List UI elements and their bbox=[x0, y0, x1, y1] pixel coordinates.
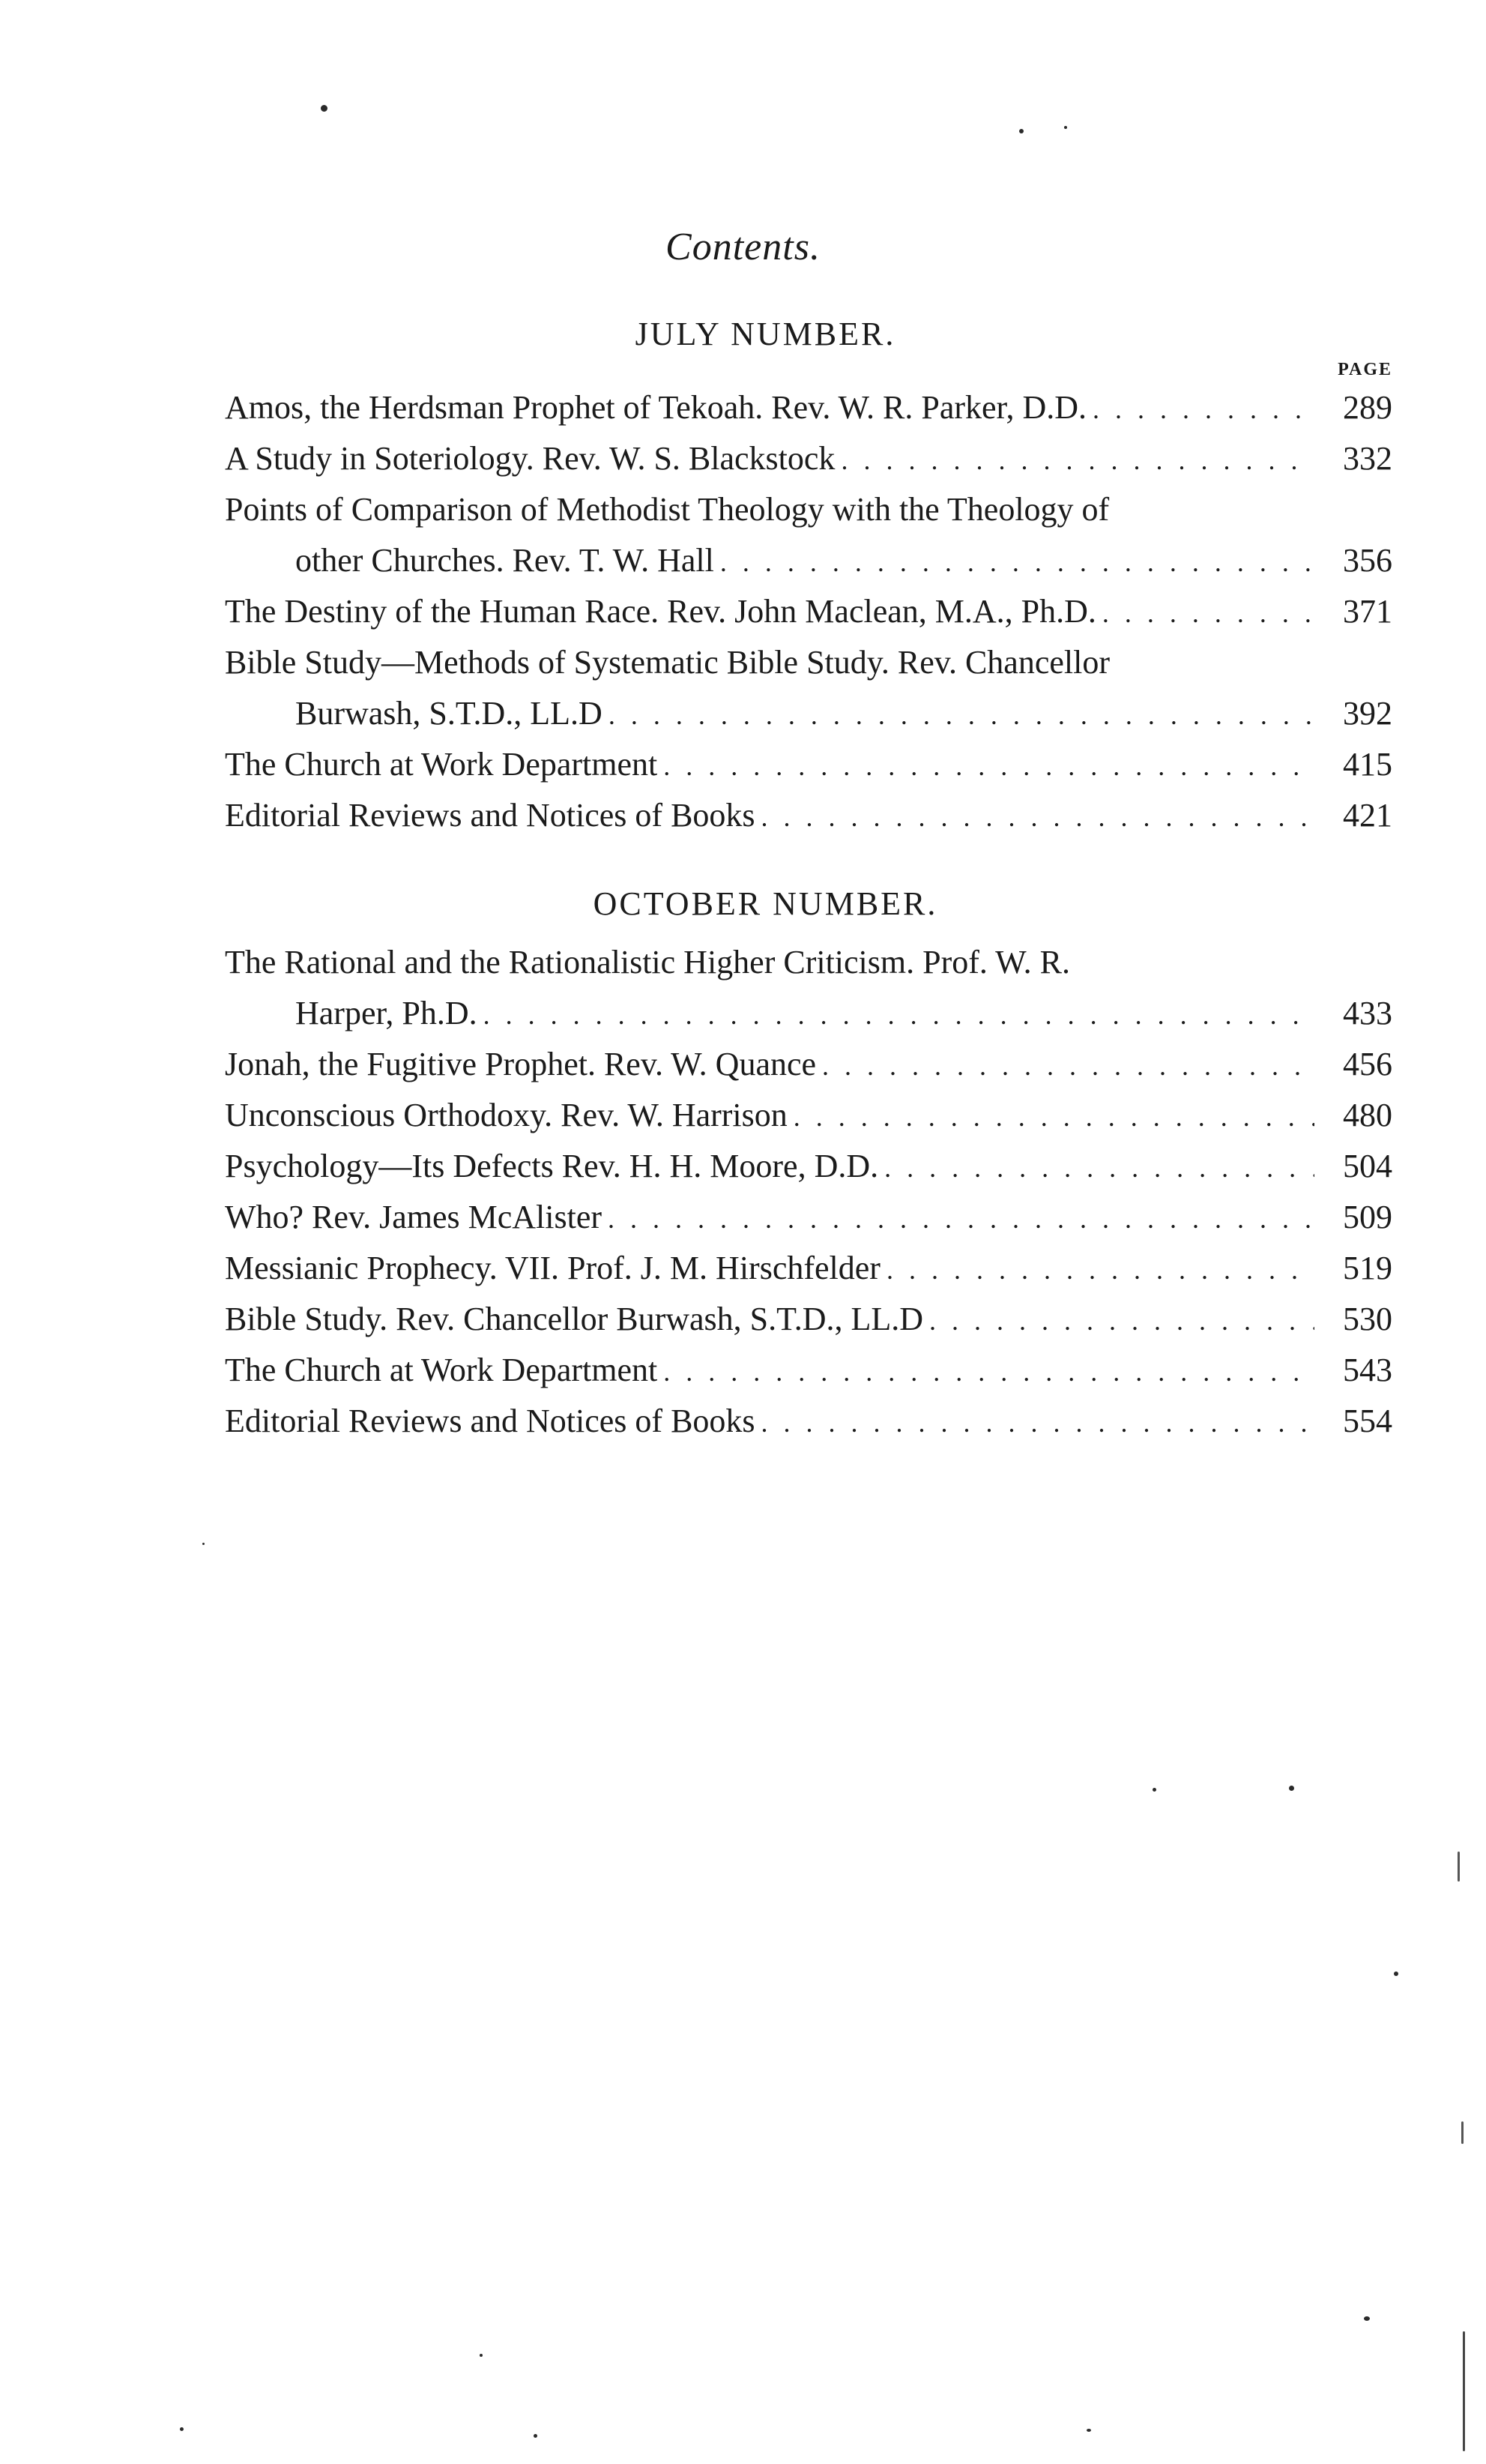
dot-leader bbox=[887, 1244, 1314, 1295]
toc-entry bbox=[225, 1345, 1392, 1396]
toc-entry bbox=[225, 637, 1392, 739]
toc-entry-title: Bible Study. Rev. Chancellor Burwash, S.T.D., LL.D bbox=[225, 1301, 924, 1337]
toc-entry-line bbox=[225, 1090, 1392, 1141]
toc-entry-title: Messianic Prophecy. VII. Prof. J. M. Hirschfelder bbox=[225, 1250, 881, 1286]
page-number: 371 bbox=[1343, 593, 1392, 630]
toc-entry-title: Amos, the Herdsman Prophet of Tekoah. Rev. W. R. Parker, D.D. bbox=[225, 389, 1087, 426]
scan-speck bbox=[1461, 2121, 1464, 2144]
dot-leader bbox=[929, 1295, 1314, 1346]
scan-speck bbox=[1019, 129, 1024, 133]
scan-speck bbox=[1463, 2331, 1465, 2451]
page-number: 530 bbox=[1343, 1301, 1392, 1337]
dot-leader bbox=[720, 537, 1314, 588]
toc-entry-line bbox=[225, 433, 1392, 484]
toc-entry-line bbox=[225, 739, 1392, 790]
toc-entry bbox=[225, 382, 1392, 433]
toc-entry-title: The Church at Work Department bbox=[225, 746, 658, 783]
page-title: Contents. bbox=[665, 226, 821, 268]
dot-leader bbox=[884, 1142, 1314, 1193]
toc-entry bbox=[225, 1294, 1392, 1345]
page-number: 456 bbox=[1343, 1046, 1392, 1082]
toc-entry bbox=[225, 1039, 1392, 1090]
page-number: 504 bbox=[1343, 1148, 1392, 1184]
toc-entry-title: other Churches. Rev. T. W. Hall bbox=[295, 542, 714, 579]
scan-speck bbox=[180, 2427, 184, 2431]
toc-entry-title: Burwash, S.T.D., LL.D bbox=[295, 695, 602, 732]
july-contents-list bbox=[225, 382, 1392, 841]
toc-entry bbox=[225, 1192, 1392, 1243]
october-number-heading: OCTOBER NUMBER. bbox=[593, 885, 938, 922]
toc-entry bbox=[225, 586, 1392, 637]
toc-entry-line bbox=[225, 1396, 1392, 1447]
dot-leader bbox=[841, 435, 1314, 486]
toc-entry-line bbox=[225, 1243, 1392, 1294]
page-number: 421 bbox=[1343, 797, 1392, 834]
page-column-label: PAGE bbox=[1338, 360, 1392, 379]
july-number-heading: JULY NUMBER. bbox=[635, 316, 896, 352]
dot-leader bbox=[608, 1193, 1314, 1244]
page-number: 480 bbox=[1343, 1097, 1392, 1133]
toc-entry-title: Unconscious Orthodoxy. Rev. W. Harrison bbox=[225, 1097, 788, 1133]
page-number: 519 bbox=[1343, 1250, 1392, 1286]
page-number: 415 bbox=[1343, 746, 1392, 783]
toc-entry-line bbox=[225, 1141, 1392, 1192]
scan-speck bbox=[1394, 1971, 1398, 1976]
dot-leader bbox=[1093, 384, 1314, 435]
toc-entry-line bbox=[225, 1192, 1392, 1243]
page-number: 289 bbox=[1343, 389, 1392, 426]
toc-entry-line bbox=[225, 688, 1392, 739]
toc-entry-title: The Rational and the Rationalistic Higher Criticism. Prof. W. R. bbox=[225, 944, 1070, 981]
dot-leader bbox=[794, 1091, 1314, 1142]
dot-leader bbox=[483, 989, 1314, 1040]
toc-entry-line bbox=[225, 790, 1392, 841]
toc-entry-title: The Church at Work Department bbox=[225, 1352, 658, 1388]
toc-entry-title: Editorial Reviews and Notices of Books bbox=[225, 1403, 755, 1439]
dot-leader bbox=[761, 792, 1314, 843]
toc-entry-line bbox=[225, 1294, 1392, 1345]
scan-speck bbox=[1458, 1852, 1460, 1882]
dot-leader bbox=[761, 1397, 1314, 1448]
toc-entry-line bbox=[225, 1039, 1392, 1090]
scan-speck bbox=[1289, 1786, 1294, 1791]
dot-leader bbox=[1102, 588, 1314, 639]
scan-speck bbox=[480, 2354, 483, 2357]
dot-leader bbox=[663, 1346, 1314, 1397]
toc-entry bbox=[225, 739, 1392, 790]
dot-leader bbox=[663, 741, 1314, 792]
toc-entry bbox=[225, 790, 1392, 841]
toc-entry-line bbox=[225, 484, 1392, 535]
page-number: 433 bbox=[1343, 995, 1392, 1031]
scan-speck bbox=[1153, 1788, 1156, 1792]
page-number: 543 bbox=[1343, 1352, 1392, 1388]
toc-entry bbox=[225, 937, 1392, 1039]
toc-entry-title: Harper, Ph.D. bbox=[295, 995, 477, 1031]
scan-speck bbox=[534, 2434, 537, 2438]
dot-leader bbox=[608, 690, 1314, 741]
page-number: 332 bbox=[1343, 440, 1392, 477]
toc-entry-title: Bible Study—Methods of Systematic Bible Study. Rev. Chancellor bbox=[225, 644, 1110, 681]
scan-speck bbox=[202, 1543, 205, 1545]
toc-entry bbox=[225, 1090, 1392, 1141]
toc-entry bbox=[225, 1243, 1392, 1294]
toc-entry bbox=[225, 1396, 1392, 1447]
toc-entry bbox=[225, 1141, 1392, 1192]
toc-entry-title: Who? Rev. James McAlister bbox=[225, 1199, 602, 1235]
toc-entry-line bbox=[225, 1345, 1392, 1396]
scan-speck bbox=[1087, 2429, 1091, 2432]
toc-entry-line bbox=[225, 937, 1392, 988]
october-contents-list bbox=[225, 937, 1392, 1447]
toc-entry-title: The Destiny of the Human Race. Rev. John Maclean, M.A., Ph.D. bbox=[225, 593, 1096, 630]
page-number: 392 bbox=[1343, 695, 1392, 732]
toc-entry-line bbox=[225, 988, 1392, 1039]
toc-entry-line bbox=[225, 535, 1392, 586]
toc-entry-line bbox=[225, 586, 1392, 637]
page-number: 554 bbox=[1343, 1403, 1392, 1439]
dot-leader bbox=[822, 1040, 1314, 1091]
toc-entry-title: Points of Comparison of Methodist Theology with the Theology of bbox=[225, 491, 1110, 528]
toc-entry-line bbox=[225, 382, 1392, 433]
toc-entry-title: Psychology—Its Defects Rev. H. H. Moore, D.D. bbox=[225, 1148, 879, 1184]
page-number: 356 bbox=[1343, 542, 1392, 579]
scan-speck bbox=[1364, 2316, 1370, 2321]
page-number: 509 bbox=[1343, 1199, 1392, 1235]
toc-entry bbox=[225, 433, 1392, 484]
toc-entry-title: A Study in Soteriology. Rev. W. S. Blackstock bbox=[225, 440, 836, 477]
toc-entry bbox=[225, 484, 1392, 586]
toc-entry-title: Jonah, the Fugitive Prophet. Rev. W. Quance bbox=[225, 1046, 817, 1082]
scan-speck bbox=[321, 105, 327, 112]
toc-entry-line bbox=[225, 637, 1392, 688]
scan-speck bbox=[1064, 126, 1067, 129]
toc-entry-title: Editorial Reviews and Notices of Books bbox=[225, 797, 755, 834]
